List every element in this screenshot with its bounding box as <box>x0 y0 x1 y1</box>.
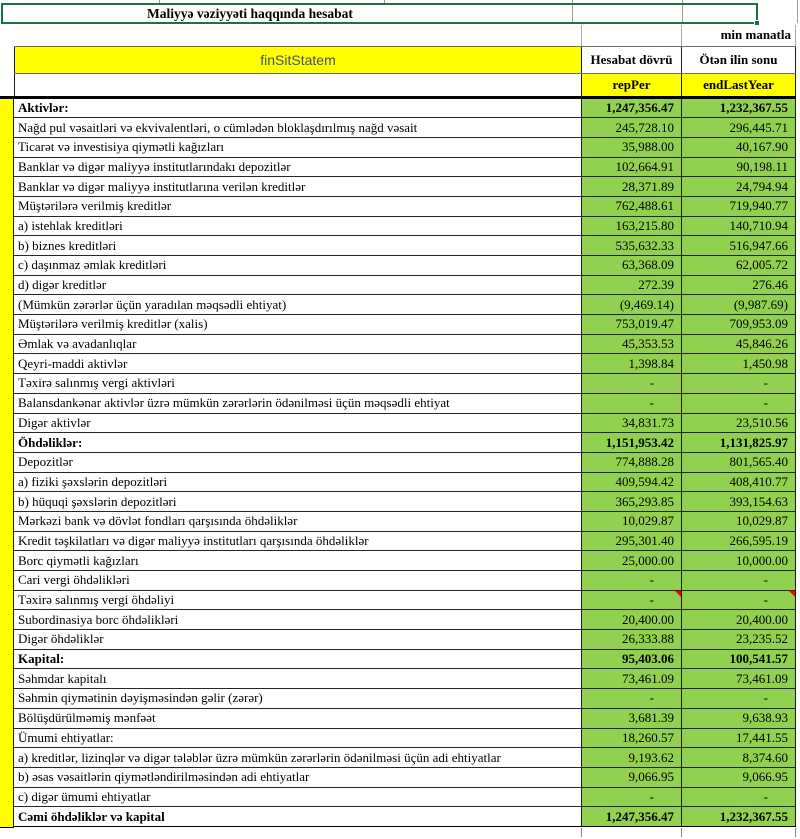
table-row <box>14 256 796 276</box>
table-row <box>14 571 796 591</box>
row-label-cell[interactable]: Banklar və digər maliyyə institutlarına verilən kreditlər <box>14 177 582 196</box>
row-label-cell[interactable]: Digər aktivlər <box>14 414 582 433</box>
table-row <box>14 689 796 709</box>
repper-value-cell[interactable]: 26,333.88 <box>582 630 682 649</box>
table-row <box>14 788 796 808</box>
endlastyear-value-cell[interactable]: 9,066.95 <box>682 768 796 787</box>
repper-value-cell[interactable]: 20,400.00 <box>582 610 682 629</box>
code-cell-endlastyear[interactable]: endLastYear <box>682 74 796 96</box>
column-header-row <box>14 46 796 74</box>
row-label-cell[interactable]: Mərkəzi bank və dövlət fondları qarşısında öhdəliklər <box>14 512 582 531</box>
table-row <box>14 374 796 394</box>
table-row <box>14 709 796 729</box>
table-row <box>14 158 796 178</box>
row-label-cell[interactable]: Digər öhdəliklər <box>14 630 582 649</box>
row-label-cell[interactable]: Bölüşdürülməmiş mənfəət <box>14 709 582 728</box>
gridline <box>581 828 582 837</box>
repper-value-cell[interactable]: 45,353.53 <box>582 335 682 354</box>
row-label-cell[interactable]: Səhmdar kapitalı <box>14 669 582 688</box>
endlastyear-value-cell[interactable]: - <box>682 788 796 807</box>
endlastyear-value-cell[interactable]: 393,154.63 <box>682 492 796 511</box>
table-row <box>14 315 796 335</box>
row-label-cell[interactable]: a) fiziki şəxslərin depozitləri <box>14 473 582 492</box>
row-label-cell[interactable]: Banklar və digər maliyyə institutlarındakı depozitlər <box>14 158 582 177</box>
row-label-cell[interactable]: Kredit təşkilatları və digər maliyyə institutları qarşısında öhdəliklər <box>14 532 582 551</box>
endlastyear-value-cell[interactable]: 90,198.11 <box>682 158 796 177</box>
endlastyear-value-cell[interactable]: 1,232,367.55 <box>682 807 796 826</box>
endlastyear-value-cell[interactable]: 62,005.72 <box>682 256 796 275</box>
endlastyear-value-cell[interactable]: 276.46 <box>682 276 796 295</box>
endlastyear-value-cell[interactable]: 140,710.94 <box>682 217 796 236</box>
row-label-cell[interactable]: Subordinasiya borc öhdəlikləri <box>14 610 582 629</box>
repper-value-cell[interactable]: - <box>582 591 682 610</box>
row-label-cell[interactable]: Kapital: <box>14 650 582 669</box>
row-label-cell[interactable]: Səhmin qiymətinin dəyişməsindən gəlir (zərər) <box>14 689 582 708</box>
row-label-cell[interactable]: Öhdəliklər: <box>14 433 582 452</box>
repper-value-cell[interactable]: 272.39 <box>582 276 682 295</box>
column-header-end-of-last-year[interactable]: Ötən ilin sonu <box>682 47 796 73</box>
endlastyear-value-cell[interactable]: 1,232,367.55 <box>682 99 796 118</box>
repper-value-cell[interactable]: 10,029.87 <box>582 512 682 531</box>
row-label-cell[interactable]: Ümumi ehtiyatlar: <box>14 729 582 748</box>
row-marker-strip <box>0 99 14 828</box>
table-row <box>14 807 796 827</box>
empty-cell[interactable] <box>14 25 582 46</box>
table-row <box>14 236 796 256</box>
row-label-cell[interactable]: Müştərilərə verilmiş kreditlər <box>14 197 582 216</box>
repper-value-cell[interactable]: 34,831.73 <box>582 414 682 433</box>
repper-value-cell[interactable]: 9,066.95 <box>582 768 682 787</box>
endlastyear-value-cell[interactable]: 100,541.57 <box>682 650 796 669</box>
endlastyear-value-cell[interactable]: - <box>682 394 796 413</box>
table-row <box>14 177 796 197</box>
table-row <box>14 729 796 749</box>
repper-value-cell[interactable]: 28,371.89 <box>582 177 682 196</box>
endlastyear-value-cell[interactable]: - <box>682 689 796 708</box>
table-row <box>14 532 796 552</box>
table-row <box>14 610 796 630</box>
row-label-cell[interactable]: c) daşınmaz əmlak kreditləri <box>14 256 582 275</box>
repper-value-cell[interactable]: - <box>582 689 682 708</box>
endlastyear-value-cell[interactable]: 801,565.40 <box>682 453 796 472</box>
repper-value-cell[interactable]: 409,594.42 <box>582 473 682 492</box>
form-code-cell[interactable]: finSitStatem <box>14 47 582 73</box>
table-row <box>14 650 796 670</box>
repper-value-cell[interactable]: - <box>582 394 682 413</box>
row-label-cell[interactable]: Cari vergi öhdəlikləri <box>14 571 582 590</box>
table-row <box>14 197 796 217</box>
table-row <box>14 748 796 768</box>
table-row <box>14 551 796 571</box>
repper-value-cell[interactable]: 73,461.09 <box>582 669 682 688</box>
report-title: Maliyyə vəziyyəti haqqında hesabat <box>147 6 353 21</box>
fill-handle[interactable] <box>754 20 760 26</box>
row-label-cell[interactable]: Aktivlər: <box>14 99 582 118</box>
endlastyear-value-cell[interactable]: 45,846.26 <box>682 335 796 354</box>
endlastyear-value-cell[interactable]: 296,445.71 <box>682 118 796 137</box>
table-row <box>14 591 796 611</box>
table-row <box>14 669 796 689</box>
table-row <box>14 354 796 374</box>
repper-value-cell[interactable]: 1,398.84 <box>582 354 682 373</box>
table-row <box>14 433 796 453</box>
gridline <box>681 828 682 837</box>
repper-value-cell[interactable]: 25,000.00 <box>582 551 682 570</box>
unit-note[interactable]: min manatla <box>682 25 796 46</box>
endlastyear-value-cell[interactable]: 1,131,825.97 <box>682 433 796 452</box>
repper-value-cell[interactable]: 535,632.33 <box>582 236 682 255</box>
row-label-cell[interactable]: Nağd pul vəsaitləri və ekvivalentləri, o cümlədən bloklaşdırılmış nağd vəsait <box>14 118 582 137</box>
endlastyear-value-cell[interactable]: 23,510.56 <box>682 414 796 433</box>
table-row <box>14 492 796 512</box>
column-header-reporting-period[interactable]: Hesabat dövrü <box>582 47 682 73</box>
endlastyear-value-cell[interactable]: 10,029.87 <box>682 512 796 531</box>
endlastyear-value-cell[interactable]: 266,595.19 <box>682 532 796 551</box>
repper-value-cell[interactable]: 753,019.47 <box>582 315 682 334</box>
row-label-cell[interactable]: Depozitlər <box>14 453 582 472</box>
endlastyear-value-cell[interactable]: 8,374.60 <box>682 748 796 767</box>
table-row <box>14 512 796 532</box>
endlastyear-value-cell[interactable]: 40,167.90 <box>682 138 796 157</box>
repper-value-cell[interactable]: 774,888.28 <box>582 453 682 472</box>
endlastyear-value-cell[interactable]: 24,794.94 <box>682 177 796 196</box>
endlastyear-value-cell[interactable]: 17,441.55 <box>682 729 796 748</box>
table-row <box>14 276 796 296</box>
table-row <box>14 768 796 788</box>
repper-value-cell[interactable]: - <box>582 788 682 807</box>
endlastyear-value-cell[interactable]: - <box>682 571 796 590</box>
gridline <box>797 0 798 23</box>
row-label-cell[interactable]: a) kreditlər, lizinqlər və digər tələblər üzrə mümkün zərərlərin ödənilməsi üçün adi ehtiyatlar <box>14 748 582 767</box>
empty-cell[interactable] <box>582 25 682 46</box>
financial-table-body <box>14 99 796 827</box>
row-label-cell[interactable]: b) əsas vəsaitlərin qiymətləndirilməsindən adi ehtiyatlar <box>14 768 582 787</box>
row-label-cell[interactable]: a) istehlak kreditləri <box>14 217 582 236</box>
endlastyear-value-cell[interactable]: (9,987.69) <box>682 295 796 314</box>
repper-value-cell[interactable]: 1,247,356.47 <box>582 807 682 826</box>
table-row <box>14 394 796 414</box>
row-label-cell[interactable]: c) digər ümumi ehtiyatlar <box>14 788 582 807</box>
endlastyear-value-cell[interactable]: 23,235.52 <box>682 630 796 649</box>
repper-value-cell[interactable]: 18,260.57 <box>582 729 682 748</box>
empty-cell[interactable] <box>14 74 582 96</box>
endlastyear-value-cell[interactable]: 408,410.77 <box>682 473 796 492</box>
repper-value-cell[interactable]: 1,247,356.47 <box>582 99 682 118</box>
endlastyear-value-cell[interactable]: 20,400.00 <box>682 610 796 629</box>
endlastyear-value-cell[interactable]: - <box>682 374 796 393</box>
repper-value-cell[interactable]: - <box>582 374 682 393</box>
row-label-cell[interactable]: d) digər kreditlər <box>14 276 582 295</box>
endlastyear-value-cell[interactable]: 516,947.66 <box>682 236 796 255</box>
endlastyear-value-cell[interactable]: 719,940.77 <box>682 197 796 216</box>
row-label-cell[interactable]: b) biznes kreditləri <box>14 236 582 255</box>
repper-value-cell[interactable]: 365,293.85 <box>582 492 682 511</box>
row-label-cell[interactable]: Müştərilərə verilmiş kreditlər (xalis) <box>14 315 582 334</box>
row-label-cell[interactable]: b) hüquqi şəxslərin depozitləri <box>14 492 582 511</box>
table-row <box>14 138 796 158</box>
table-row <box>14 217 796 237</box>
row-label-cell[interactable]: Təxirə salınmış vergi aktivləri <box>14 374 582 393</box>
repper-value-cell[interactable]: (9,469.14) <box>582 295 682 314</box>
repper-value-cell[interactable]: 295,301.40 <box>582 532 682 551</box>
table-row <box>14 118 796 138</box>
repper-value-cell[interactable]: 63,368.09 <box>582 256 682 275</box>
table-row <box>14 295 796 315</box>
row-label-cell[interactable]: Təxirə salınmış vergi öhdəliyi <box>14 591 582 610</box>
unit-row <box>14 25 796 46</box>
row-label-cell[interactable]: Ticarət və investisiya qiymətli kağızları <box>14 138 582 157</box>
table-row <box>14 630 796 650</box>
row-label-cell[interactable]: Balansdankənar aktivlər üzrə mümkün zərərlərin ödənilməsi üçün məqsədli ehtiyat <box>14 394 582 413</box>
row-label-cell[interactable]: Borc qiymətli kağızları <box>14 551 582 570</box>
repper-value-cell[interactable]: 3,681.39 <box>582 709 682 728</box>
table-row <box>14 473 796 493</box>
endlastyear-value-cell[interactable]: 9,638.93 <box>682 709 796 728</box>
repper-value-cell[interactable]: 9,193.62 <box>582 748 682 767</box>
code-row <box>14 74 796 96</box>
repper-value-cell[interactable]: 762,488.61 <box>582 197 682 216</box>
table-row <box>14 414 796 434</box>
row-label-cell[interactable]: Əmlak və avadanlıqlar <box>14 335 582 354</box>
repper-value-cell[interactable]: 245,728.10 <box>582 118 682 137</box>
row-label-cell[interactable]: (Mümkün zərərlər üçün yaradılan məqsədli ehtiyat) <box>14 295 582 314</box>
endlastyear-value-cell[interactable]: - <box>682 591 796 610</box>
gridline <box>795 828 796 837</box>
endlastyear-value-cell[interactable]: 10,000.00 <box>682 551 796 570</box>
endlastyear-value-cell[interactable]: 73,461.09 <box>682 669 796 688</box>
repper-value-cell[interactable]: 35,988.00 <box>582 138 682 157</box>
repper-value-cell[interactable]: 163,215.80 <box>582 217 682 236</box>
repper-value-cell[interactable]: - <box>582 571 682 590</box>
code-cell-repper[interactable]: repPer <box>582 74 682 96</box>
row-label-cell[interactable]: Qeyri-maddi aktivlər <box>14 354 582 373</box>
table-row <box>14 335 796 355</box>
repper-value-cell[interactable]: 1,151,953.42 <box>582 433 682 452</box>
table-row <box>14 99 796 119</box>
endlastyear-value-cell[interactable]: 709,953.09 <box>682 315 796 334</box>
repper-value-cell[interactable]: 95,403.06 <box>582 650 682 669</box>
row-label-cell[interactable]: Cəmi öhdəliklər və kapital <box>14 807 582 826</box>
repper-value-cell[interactable]: 102,664.91 <box>582 158 682 177</box>
table-row <box>14 453 796 473</box>
endlastyear-value-cell[interactable]: 1,450.98 <box>682 354 796 373</box>
